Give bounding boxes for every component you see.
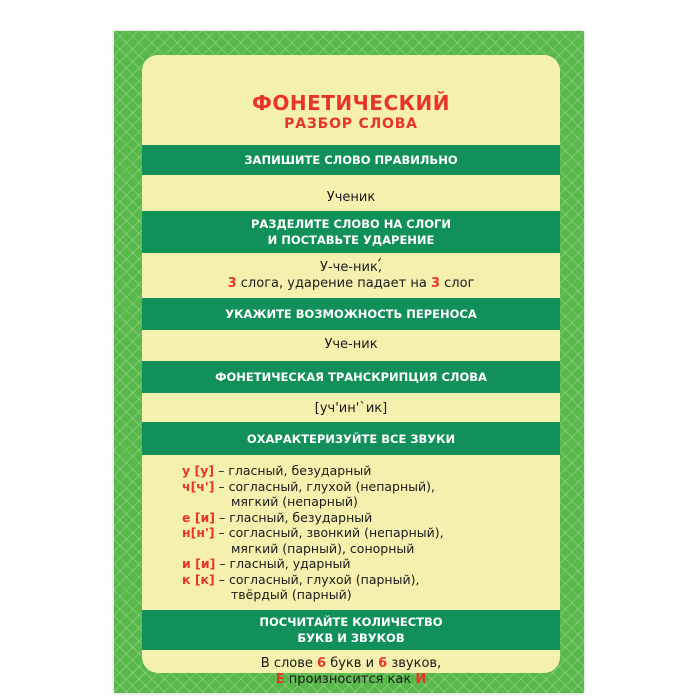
syllable-count: 3 <box>227 276 237 291</box>
sound-row: е [и] – гласный, безударный <box>182 509 373 525</box>
stress-syllable: 3 <box>430 276 441 291</box>
sound-row: и [и] – гласный, ударный <box>182 556 351 571</box>
poster-subtitle: РАЗБОР СЛОВА <box>284 116 418 132</box>
step-heading-count: ПОСЧИТАЙТЕ КОЛИЧЕСТВО БУКВ И ЗВУКОВ <box>142 610 560 650</box>
answer-stress <box>142 276 560 292</box>
syllable-text: слога, ударение падает на <box>240 276 427 291</box>
step-heading-transcription: ФОНЕТИЧЕСКАЯ ТРАНСКРИПЦИЯ СЛОВА <box>142 361 560 393</box>
answer-count-line2: Е произносится как И <box>275 672 427 687</box>
answer-syllables <box>142 260 560 276</box>
syllable-text-end: слог <box>444 276 475 291</box>
answer-hyphenation: Уче-ник <box>324 337 378 352</box>
poster-panel <box>142 55 560 687</box>
step-heading-syllables: РАЗДЕЛИТЕ СЛОВО НА СЛОГИ И ПОСТАВЬТЕ УДАРЕНИЕ <box>142 211 560 253</box>
sound-row: у [у] – гласный, безударный <box>182 463 372 478</box>
sounds-list <box>182 463 522 603</box>
answer-word: Ученик <box>326 190 376 205</box>
sound-row: ч[ч'] – согласный, глухой (непарный), <box>182 478 435 494</box>
poster-title: ФОНЕТИЧЕСКИЙ <box>252 91 450 115</box>
sound-row: к [к] – согласный, глухой (парный), <box>182 571 420 587</box>
step-heading-sounds: ОХАРАКТЕРИЗУЙТЕ ВСЕ ЗВУКИ <box>142 422 560 455</box>
answer-count-line1: В слове 6 букв и 6 звуков, <box>260 656 442 671</box>
step-heading-hyphenation: УКАЖИТЕ ВОЗМОЖНОСТЬ ПЕРЕНОСА <box>142 298 560 330</box>
sound-row-cont: твёрдый (парный) <box>231 587 352 602</box>
sound-row-cont: мягкий (парный), сонорный <box>231 540 415 556</box>
letter-count: 6 <box>317 656 327 671</box>
sound-count: 6 <box>378 656 388 671</box>
sound-row-cont: мягкий (непарный) <box>231 494 358 509</box>
answer-transcription: [уч'ин'`ик] <box>314 401 388 416</box>
poster <box>114 31 584 693</box>
syllable-word: У-че-ник, <box>320 260 382 275</box>
sound-row: н[н'] – согласный, звонкий (непарный), <box>182 525 444 540</box>
step-heading-write-word: ЗАПИШИТЕ СЛОВО ПРАВИЛЬНО <box>142 145 560 175</box>
